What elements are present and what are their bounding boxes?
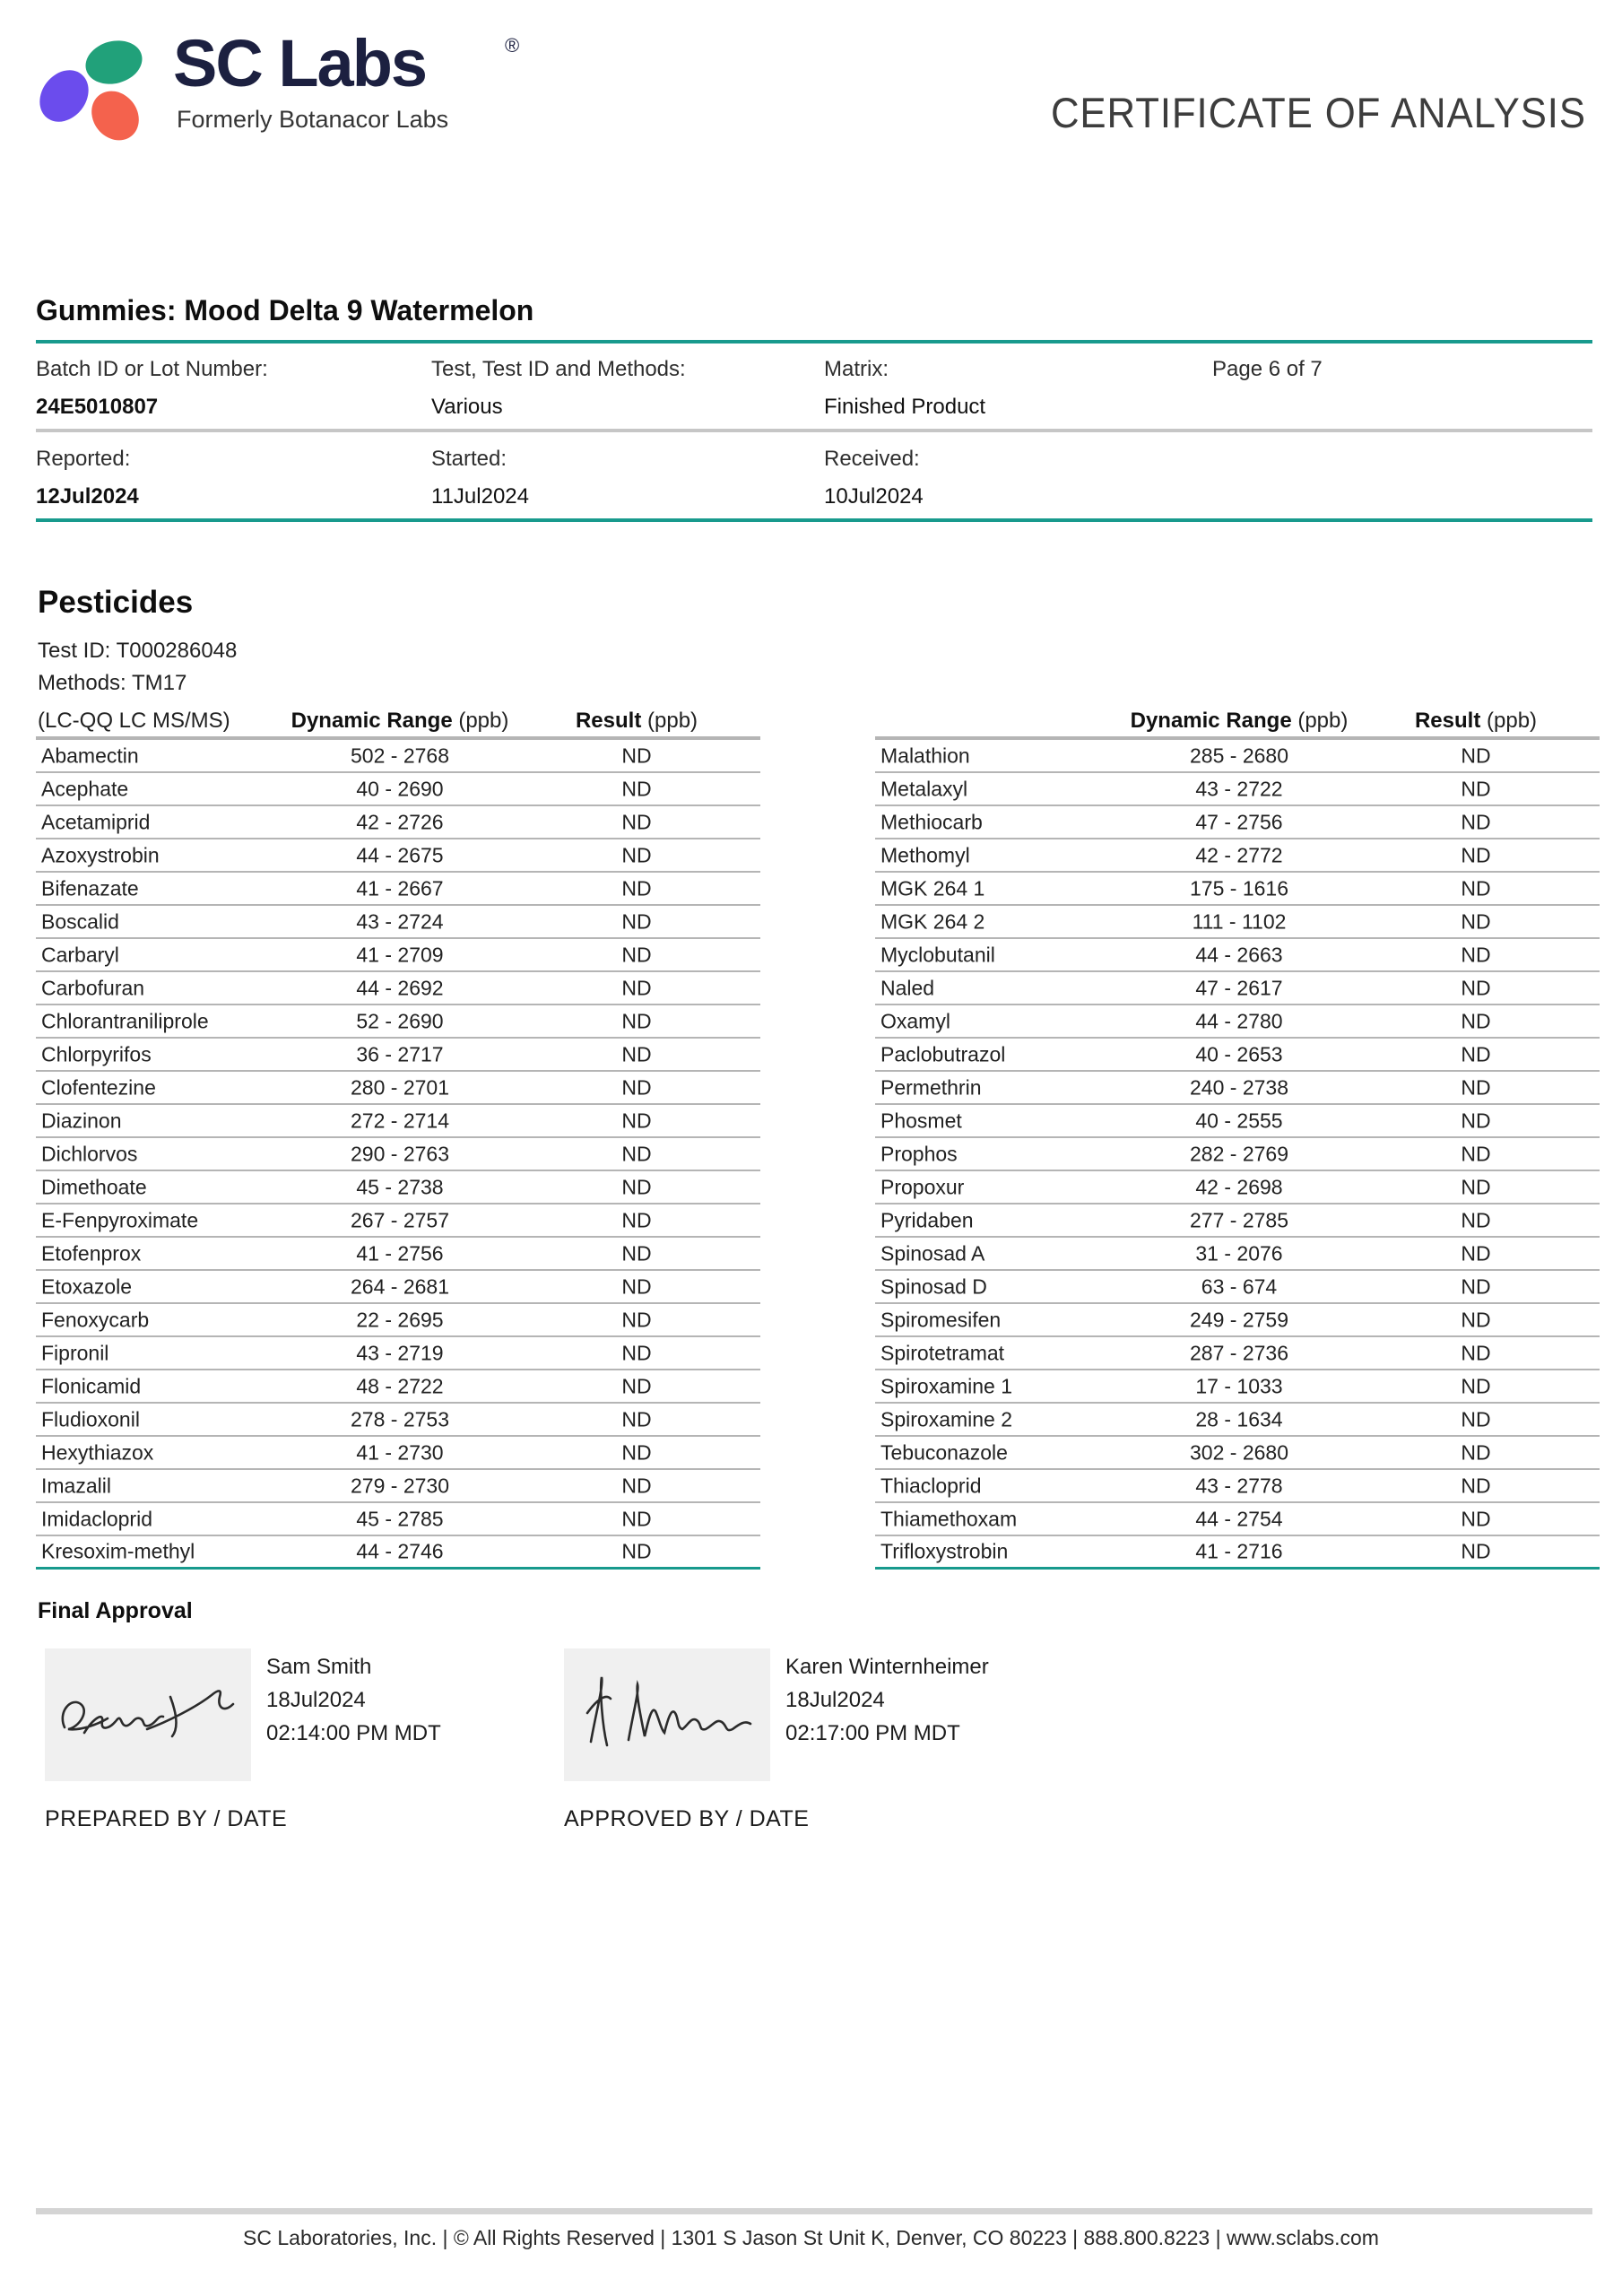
pesticide-name: Thiamethoxam bbox=[880, 1507, 1018, 1530]
logo-oval-orange-icon bbox=[82, 82, 148, 150]
pesticide-name: Boscalid bbox=[41, 909, 119, 933]
pesticide-name: Fenoxycarb bbox=[41, 1308, 150, 1331]
pesticide-row bbox=[36, 773, 760, 806]
pesticide-result: ND bbox=[621, 1009, 652, 1032]
pesticide-result: ND bbox=[1461, 1175, 1491, 1198]
pesticide-name: Imazalil bbox=[41, 1474, 111, 1497]
pesticides-table-right bbox=[875, 705, 1600, 1570]
document-title: CERTIFICATE OF ANALYSIS bbox=[1050, 89, 1586, 136]
approved-by-name: Karen Winternheimer bbox=[785, 1655, 989, 1679]
pesticide-dynamic-range: 280 - 2701 bbox=[351, 1075, 449, 1099]
pesticide-result: ND bbox=[621, 810, 652, 833]
pesticide-row bbox=[875, 873, 1600, 906]
pesticide-row bbox=[875, 1072, 1600, 1105]
pesticide-result: ND bbox=[621, 1042, 652, 1065]
pesticides-test-id: Test ID: T000286048 bbox=[38, 639, 238, 663]
pesticide-name: Oxamyl bbox=[880, 1009, 950, 1032]
page-indicator: Page 6 of 7 bbox=[1212, 357, 1323, 381]
pesticide-name: Clofentezine bbox=[41, 1075, 156, 1099]
prepared-by-label: PREPARED BY / DATE bbox=[45, 1806, 288, 1831]
pesticide-result: ND bbox=[1461, 777, 1491, 800]
test-methods-value: Various bbox=[431, 395, 503, 419]
pesticide-row bbox=[36, 740, 760, 773]
pesticide-result: ND bbox=[1461, 943, 1491, 966]
pesticide-row bbox=[36, 1271, 760, 1304]
pesticide-dynamic-range: 41 - 2667 bbox=[356, 876, 444, 900]
pesticide-name: Metalaxyl bbox=[880, 777, 968, 800]
pesticide-name: Bifenazate bbox=[41, 876, 139, 900]
pesticide-dynamic-range: 47 - 2756 bbox=[1195, 810, 1283, 833]
pesticide-dynamic-range: 42 - 2772 bbox=[1195, 843, 1283, 866]
pesticide-result: ND bbox=[1461, 1208, 1491, 1231]
pesticide-name: MGK 264 2 bbox=[880, 909, 985, 933]
pesticide-dynamic-range: 41 - 2756 bbox=[356, 1241, 444, 1265]
approved-signature-image bbox=[564, 1648, 770, 1781]
pesticide-dynamic-range: 45 - 2785 bbox=[356, 1507, 444, 1530]
product-title: Gummies: Mood Delta 9 Watermelon bbox=[36, 294, 534, 326]
pesticide-result: ND bbox=[1461, 1308, 1491, 1331]
approved-by-details bbox=[785, 1650, 989, 1750]
pesticide-name: Dimethoate bbox=[41, 1175, 147, 1198]
pesticide-row bbox=[36, 1304, 760, 1337]
divider-teal-bottom bbox=[36, 518, 1592, 522]
pesticide-dynamic-range: 43 - 2724 bbox=[356, 909, 444, 933]
pesticide-name: Malathion bbox=[880, 744, 970, 767]
pesticide-result: ND bbox=[1461, 810, 1491, 833]
batch-id-value: 24E5010807 bbox=[36, 395, 159, 419]
pesticide-name: Acetamiprid bbox=[41, 810, 151, 833]
final-approval-title: Final Approval bbox=[38, 1598, 193, 1623]
pesticide-result: ND bbox=[621, 744, 652, 767]
prepared-by-name: Sam Smith bbox=[266, 1655, 372, 1679]
pesticide-name: Dichlorvos bbox=[41, 1142, 138, 1165]
pesticide-result: ND bbox=[1461, 1142, 1491, 1165]
pesticide-result: ND bbox=[1461, 1507, 1491, 1530]
dynamic-range-column-header: Dynamic Range (ppb) bbox=[291, 709, 509, 733]
pesticide-dynamic-range: 41 - 2709 bbox=[356, 943, 444, 966]
pesticides-methods: Methods: TM17 bbox=[38, 671, 187, 695]
pesticide-result: ND bbox=[621, 1440, 652, 1464]
pesticide-row bbox=[36, 1072, 760, 1105]
pesticide-name: Trifloxystrobin bbox=[880, 1539, 1009, 1563]
approved-by-label: APPROVED BY / DATE bbox=[564, 1806, 810, 1831]
pesticide-name: Imidacloprid bbox=[41, 1507, 152, 1530]
pesticide-result: ND bbox=[621, 1507, 652, 1530]
pesticide-dynamic-range: 42 - 2726 bbox=[356, 810, 444, 833]
pesticide-dynamic-range: 48 - 2722 bbox=[356, 1374, 444, 1397]
pesticide-row bbox=[875, 1536, 1600, 1570]
started-value: 11Jul2024 bbox=[431, 484, 529, 509]
pesticide-result: ND bbox=[621, 976, 652, 999]
pesticide-result: ND bbox=[1461, 1042, 1491, 1065]
matrix-label: Matrix: bbox=[824, 357, 889, 381]
pesticide-dynamic-range: 22 - 2695 bbox=[356, 1308, 444, 1331]
pesticide-result: ND bbox=[1461, 1075, 1491, 1099]
pesticide-row bbox=[36, 839, 760, 873]
pesticide-row bbox=[36, 1238, 760, 1271]
pesticide-row bbox=[36, 1138, 760, 1171]
reported-label: Reported: bbox=[36, 447, 131, 471]
pesticide-result: ND bbox=[621, 777, 652, 800]
pesticide-result: ND bbox=[621, 1208, 652, 1231]
pesticide-dynamic-range: 277 - 2785 bbox=[1190, 1208, 1288, 1231]
pesticide-dynamic-range: 43 - 2719 bbox=[356, 1341, 444, 1364]
matrix-value: Finished Product bbox=[824, 395, 986, 419]
pesticide-name: Prophos bbox=[880, 1142, 958, 1165]
pesticide-result: ND bbox=[621, 1075, 652, 1099]
pesticide-name: Spiromesifen bbox=[880, 1308, 1002, 1331]
pesticide-name: Kresoxim-methyl bbox=[41, 1539, 195, 1563]
divider-gray-middle bbox=[36, 429, 1592, 432]
pesticide-result: ND bbox=[621, 1142, 652, 1165]
pesticide-dynamic-range: 44 - 2692 bbox=[356, 976, 444, 999]
pesticide-result: ND bbox=[621, 1341, 652, 1364]
pesticide-row bbox=[875, 1039, 1600, 1072]
received-value: 10Jul2024 bbox=[824, 484, 924, 509]
pesticide-row bbox=[36, 1105, 760, 1138]
approved-by-date: 18Jul2024 bbox=[785, 1688, 885, 1712]
pesticide-row bbox=[875, 906, 1600, 939]
pesticide-row bbox=[875, 740, 1600, 773]
pesticide-row bbox=[36, 1536, 760, 1570]
pesticide-result: ND bbox=[621, 1539, 652, 1563]
pesticide-row bbox=[875, 1370, 1600, 1404]
pesticide-row bbox=[875, 839, 1600, 873]
pesticide-row bbox=[875, 939, 1600, 972]
pesticide-dynamic-range: 17 - 1033 bbox=[1195, 1374, 1283, 1397]
pesticide-name: Carbofuran bbox=[41, 976, 145, 999]
pesticide-dynamic-range: 43 - 2778 bbox=[1195, 1474, 1283, 1497]
started-label: Started: bbox=[431, 447, 507, 471]
prepared-by-details bbox=[266, 1650, 441, 1750]
pesticide-row bbox=[36, 906, 760, 939]
pesticide-row bbox=[875, 773, 1600, 806]
pesticide-name: Chlorpyrifos bbox=[41, 1042, 152, 1065]
pesticide-dynamic-range: 279 - 2730 bbox=[351, 1474, 449, 1497]
brand-name: SC Labs bbox=[173, 26, 427, 100]
pesticide-row bbox=[36, 1171, 760, 1205]
signature-scribble-icon bbox=[45, 1648, 251, 1781]
approved-by-time: 02:17:00 PM MDT bbox=[785, 1721, 960, 1745]
pesticide-row bbox=[875, 1470, 1600, 1503]
pesticide-name: Permethrin bbox=[880, 1075, 982, 1099]
pesticide-row bbox=[36, 1039, 760, 1072]
pesticide-name: Diazinon bbox=[41, 1109, 122, 1132]
pesticide-name: Flonicamid bbox=[41, 1374, 142, 1397]
registered-trademark-mark: ® bbox=[505, 34, 520, 57]
dynamic-range-column-header: Dynamic Range (ppb) bbox=[1130, 709, 1349, 733]
pesticide-name: Spinosad A bbox=[880, 1241, 985, 1265]
pesticide-result: ND bbox=[1461, 1241, 1491, 1265]
pesticide-row bbox=[875, 1304, 1600, 1337]
pesticide-name: Carbaryl bbox=[41, 943, 119, 966]
pesticide-dynamic-range: 267 - 2757 bbox=[351, 1208, 449, 1231]
pesticide-result: ND bbox=[1461, 1539, 1491, 1563]
pesticide-name: Methomyl bbox=[880, 843, 970, 866]
reported-value: 12Jul2024 bbox=[36, 484, 139, 509]
pesticide-name: Etofenprox bbox=[41, 1241, 142, 1265]
pesticide-row bbox=[875, 1238, 1600, 1271]
pesticide-row bbox=[875, 1437, 1600, 1470]
pesticide-dynamic-range: 175 - 1616 bbox=[1190, 876, 1288, 900]
pesticide-row bbox=[36, 939, 760, 972]
pesticide-name: Fipronil bbox=[41, 1341, 109, 1364]
pesticide-row bbox=[875, 806, 1600, 839]
prepared-by-time: 02:14:00 PM MDT bbox=[266, 1721, 441, 1745]
pesticide-row bbox=[36, 1337, 760, 1370]
pesticide-dynamic-range: 111 - 1102 bbox=[1192, 909, 1287, 933]
pesticide-result: ND bbox=[621, 1175, 652, 1198]
instrument-label: (LC-QQ LC MS/MS) bbox=[38, 709, 230, 733]
pesticide-result: ND bbox=[1461, 876, 1491, 900]
pesticide-name: Spiroxamine 1 bbox=[880, 1374, 1013, 1397]
pesticide-row bbox=[875, 1404, 1600, 1437]
pesticide-name: Tebuconazole bbox=[880, 1440, 1008, 1464]
pesticide-name: MGK 264 1 bbox=[880, 876, 985, 900]
pesticide-result: ND bbox=[1461, 843, 1491, 866]
pesticide-dynamic-range: 278 - 2753 bbox=[351, 1407, 449, 1431]
pesticide-name: E-Fenpyroximate bbox=[41, 1208, 199, 1231]
pesticide-name: Methiocarb bbox=[880, 810, 983, 833]
divider-teal-top bbox=[36, 340, 1592, 344]
pesticide-result: ND bbox=[621, 943, 652, 966]
signature-scribble-icon bbox=[564, 1648, 770, 1781]
footer-divider bbox=[36, 2208, 1592, 2214]
pesticide-dynamic-range: 249 - 2759 bbox=[1190, 1308, 1288, 1331]
pesticide-row bbox=[875, 1138, 1600, 1171]
pesticide-result: ND bbox=[1461, 1274, 1491, 1298]
table-header-right bbox=[875, 705, 1600, 740]
pesticide-result: ND bbox=[1461, 744, 1491, 767]
pesticide-dynamic-range: 302 - 2680 bbox=[1190, 1440, 1288, 1464]
pesticide-dynamic-range: 41 - 2730 bbox=[356, 1440, 444, 1464]
pesticide-result: ND bbox=[621, 1109, 652, 1132]
received-label: Received: bbox=[824, 447, 920, 471]
pesticide-result: ND bbox=[621, 843, 652, 866]
pesticides-table-left bbox=[36, 705, 760, 1570]
test-methods-label: Test, Test ID and Methods: bbox=[431, 357, 686, 381]
pesticide-name: Paclobutrazol bbox=[880, 1042, 1006, 1065]
result-column-header: Result (ppb) bbox=[575, 709, 698, 733]
pesticide-name: Naled bbox=[880, 976, 935, 999]
pesticide-result: ND bbox=[1461, 909, 1491, 933]
pesticide-dynamic-range: 40 - 2690 bbox=[356, 777, 444, 800]
pesticide-dynamic-range: 287 - 2736 bbox=[1190, 1341, 1288, 1364]
pesticide-row bbox=[875, 1105, 1600, 1138]
pesticide-row bbox=[875, 1205, 1600, 1238]
pesticide-dynamic-range: 44 - 2754 bbox=[1195, 1507, 1283, 1530]
pesticide-dynamic-range: 40 - 2653 bbox=[1195, 1042, 1283, 1065]
pesticide-row bbox=[875, 1337, 1600, 1370]
pesticide-dynamic-range: 44 - 2746 bbox=[356, 1539, 444, 1563]
pesticide-row bbox=[36, 873, 760, 906]
pesticide-name: Abamectin bbox=[41, 744, 139, 767]
pesticide-row bbox=[875, 1171, 1600, 1205]
pesticide-name: Hexythiazox bbox=[41, 1440, 154, 1464]
pesticide-dynamic-range: 28 - 1634 bbox=[1195, 1407, 1283, 1431]
pesticide-name: Azoxystrobin bbox=[41, 843, 160, 866]
pesticide-result: ND bbox=[1461, 976, 1491, 999]
pesticide-result: ND bbox=[1461, 1341, 1491, 1364]
pesticide-row bbox=[36, 1503, 760, 1536]
pesticide-row bbox=[36, 806, 760, 839]
pesticide-row bbox=[36, 972, 760, 1005]
pesticide-row bbox=[875, 972, 1600, 1005]
pesticide-result: ND bbox=[621, 1274, 652, 1298]
pesticide-dynamic-range: 285 - 2680 bbox=[1190, 744, 1288, 767]
pesticides-section-title: Pesticides bbox=[38, 585, 194, 620]
pesticide-dynamic-range: 41 - 2716 bbox=[1195, 1539, 1283, 1563]
pesticide-dynamic-range: 290 - 2763 bbox=[351, 1142, 449, 1165]
pesticide-dynamic-range: 44 - 2675 bbox=[356, 843, 444, 866]
prepared-by-date: 18Jul2024 bbox=[266, 1688, 366, 1712]
pesticide-row bbox=[36, 1437, 760, 1470]
pesticide-result: ND bbox=[621, 876, 652, 900]
pesticide-dynamic-range: 44 - 2780 bbox=[1195, 1009, 1283, 1032]
pesticide-name: Myclobutanil bbox=[880, 943, 995, 966]
brand-tagline: Formerly Botanacor Labs bbox=[177, 106, 449, 133]
pesticide-dynamic-range: 63 - 674 bbox=[1201, 1274, 1278, 1298]
pesticide-name: Spiroxamine 2 bbox=[880, 1407, 1013, 1431]
pesticide-dynamic-range: 42 - 2698 bbox=[1195, 1175, 1283, 1198]
pesticide-name: Etoxazole bbox=[41, 1274, 133, 1298]
pesticide-row bbox=[36, 1470, 760, 1503]
pesticide-result: ND bbox=[1461, 1009, 1491, 1032]
pesticide-dynamic-range: 272 - 2714 bbox=[351, 1109, 449, 1132]
result-column-header: Result (ppb) bbox=[1414, 709, 1538, 733]
pesticide-row bbox=[36, 1404, 760, 1437]
pesticide-dynamic-range: 31 - 2076 bbox=[1195, 1241, 1283, 1265]
pesticide-name: Phosmet bbox=[880, 1109, 962, 1132]
pesticide-dynamic-range: 52 - 2690 bbox=[356, 1009, 444, 1032]
pesticide-row bbox=[36, 1370, 760, 1404]
pesticide-dynamic-range: 44 - 2663 bbox=[1195, 943, 1283, 966]
pesticide-dynamic-range: 45 - 2738 bbox=[356, 1175, 444, 1198]
pesticide-row bbox=[36, 1005, 760, 1039]
pesticide-dynamic-range: 40 - 2555 bbox=[1195, 1109, 1283, 1132]
pesticide-dynamic-range: 282 - 2769 bbox=[1190, 1142, 1288, 1165]
logo-oval-green-icon bbox=[81, 35, 147, 91]
pesticide-name: Spinosad D bbox=[880, 1274, 987, 1298]
pesticide-result: ND bbox=[1461, 1474, 1491, 1497]
pesticide-result: ND bbox=[1461, 1374, 1491, 1397]
pesticide-name: Propoxur bbox=[880, 1175, 965, 1198]
pesticide-result: ND bbox=[621, 1308, 652, 1331]
pesticide-dynamic-range: 43 - 2722 bbox=[1195, 777, 1283, 800]
batch-id-label: Batch ID or Lot Number: bbox=[36, 357, 268, 381]
pesticide-name: Spirotetramat bbox=[880, 1341, 1005, 1364]
pesticide-result: ND bbox=[621, 1241, 652, 1265]
pesticide-result: ND bbox=[1461, 1440, 1491, 1464]
pesticide-result: ND bbox=[621, 1407, 652, 1431]
pesticide-dynamic-range: 240 - 2738 bbox=[1190, 1075, 1288, 1099]
pesticide-dynamic-range: 502 - 2768 bbox=[351, 744, 449, 767]
footer-text: SC Laboratories, Inc. | © All Rights Reserved | 1301 S Jason St Unit K, Denver, CO 80223 | 888.800.8223 | www.sclabs.com bbox=[243, 2226, 1379, 2249]
prepared-signature-image bbox=[45, 1648, 251, 1781]
pesticide-result: ND bbox=[1461, 1407, 1491, 1431]
pesticide-dynamic-range: 36 - 2717 bbox=[356, 1042, 444, 1065]
pesticide-name: Acephate bbox=[41, 777, 129, 800]
pesticide-name: Thiacloprid bbox=[880, 1474, 982, 1497]
pesticide-row bbox=[875, 1271, 1600, 1304]
pesticide-result: ND bbox=[621, 1374, 652, 1397]
pesticide-name: Fludioxonil bbox=[41, 1407, 140, 1431]
pesticide-result: ND bbox=[1461, 1109, 1491, 1132]
pesticide-name: Pyridaben bbox=[880, 1208, 974, 1231]
pesticide-result: ND bbox=[621, 1474, 652, 1497]
pesticide-result: ND bbox=[621, 909, 652, 933]
pesticide-row bbox=[875, 1005, 1600, 1039]
pesticide-row bbox=[875, 1503, 1600, 1536]
pesticide-dynamic-range: 47 - 2617 bbox=[1195, 976, 1283, 999]
table-header-left bbox=[36, 705, 760, 740]
pesticide-dynamic-range: 264 - 2681 bbox=[351, 1274, 449, 1298]
pesticide-row bbox=[36, 1205, 760, 1238]
pesticide-name: Chlorantraniliprole bbox=[41, 1009, 209, 1032]
